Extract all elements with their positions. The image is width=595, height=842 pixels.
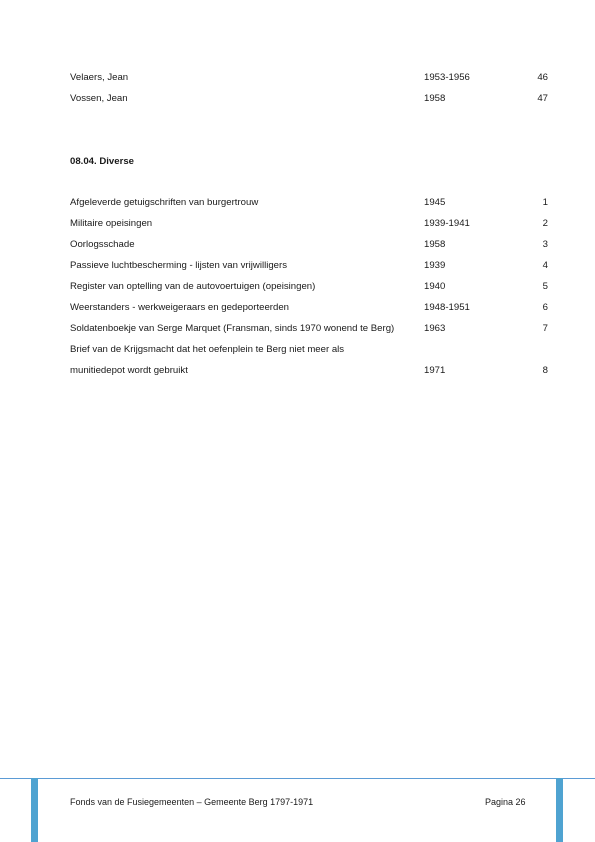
entry-years: 1939-1941 bbox=[424, 218, 470, 229]
entry-years: 1953-1956 bbox=[424, 72, 470, 83]
entry-description: Militaire opeisingen bbox=[70, 218, 153, 229]
entry-number: 6 bbox=[542, 302, 548, 313]
entry-number: 2 bbox=[542, 218, 548, 229]
entry-number: 4 bbox=[542, 260, 548, 271]
entry-description: Register van optelling van de autovoertuigen (opeisingen) bbox=[70, 281, 316, 292]
entry-years: 1939 bbox=[424, 260, 446, 271]
entry-number: 1 bbox=[542, 197, 548, 208]
entry-number: 8 bbox=[542, 365, 548, 376]
entry-number: 7 bbox=[542, 323, 548, 334]
entry-number: 5 bbox=[542, 281, 548, 292]
entry-number: 3 bbox=[542, 239, 548, 250]
section-heading: 08.04. Diverse bbox=[70, 156, 135, 167]
list-item bbox=[70, 322, 548, 336]
list-item bbox=[70, 280, 548, 294]
entry-description-continued: munitiedepot wordt gebruikt bbox=[70, 365, 188, 376]
entry-description: Afgeleverde getuigschriften van burgertrouw bbox=[70, 197, 259, 208]
list-item bbox=[70, 196, 548, 210]
entry-description: Brief van de Krijgsmacht dat het oefenplein te Berg niet meer als bbox=[70, 344, 345, 355]
list-item-line1 bbox=[70, 343, 548, 357]
entry-years: 1971 bbox=[424, 365, 446, 376]
footer-title: Fonds van de Fusiegemeenten – Gemeente Berg 1797-1971 bbox=[70, 797, 314, 807]
list-item-line2 bbox=[70, 364, 548, 378]
entry-description: Velaers, Jean bbox=[70, 72, 129, 83]
entry-description: Vossen, Jean bbox=[70, 93, 128, 104]
list-item bbox=[70, 301, 548, 315]
footer-divider bbox=[0, 778, 595, 779]
entry-years: 1958 bbox=[424, 239, 446, 250]
entry-years: 1963 bbox=[424, 323, 446, 334]
entry-years: 1948-1951 bbox=[424, 302, 470, 313]
list-item bbox=[70, 259, 548, 273]
list-item bbox=[70, 71, 548, 85]
entry-description: Passieve luchtbescherming - lijsten van vrijwilligers bbox=[70, 260, 288, 271]
entry-number: 46 bbox=[537, 72, 548, 83]
list-item bbox=[70, 217, 548, 231]
entry-description: Soldatenboekje van Serge Marquet (Fransman, sinds 1970 wonend te Berg) bbox=[70, 323, 395, 334]
list-item bbox=[70, 238, 548, 252]
list-item bbox=[70, 92, 548, 106]
entry-years: 1945 bbox=[424, 197, 446, 208]
footer-accent-bar-right bbox=[556, 778, 563, 842]
entry-years: 1940 bbox=[424, 281, 446, 292]
entry-description: Weerstanders - werkweigeraars en gedeporteerden bbox=[70, 302, 289, 313]
entry-description: Oorlogsschade bbox=[70, 239, 135, 250]
page-number: Pagina 26 bbox=[485, 797, 526, 807]
entry-number: 47 bbox=[537, 93, 548, 104]
footer-accent-bar-left bbox=[31, 778, 38, 842]
entry-years: 1958 bbox=[424, 93, 446, 104]
